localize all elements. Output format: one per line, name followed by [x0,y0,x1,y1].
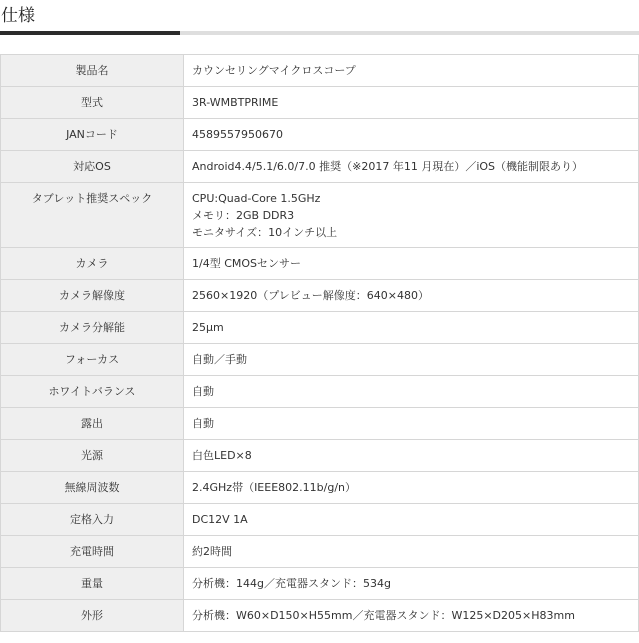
spec-label: カメラ分解能 [1,312,184,344]
spec-row-jan-code [1,119,639,151]
spec-value-line-cpu: CPU:Quad-Core 1.5GHz [192,191,321,205]
spec-value: DC12V 1A [184,504,639,536]
section-title: 仕様 [1,6,35,26]
spec-value: Android4.4/5.1/6.0/7.0 推奨（※2017 年11 月現在）／iOS（機能制限あり） [184,151,639,183]
spec-value: 自動 [184,408,639,440]
spec-label: 露出 [1,408,184,440]
spec-value: 分析機：W60×D150×H55mm／充電器スタンド：W125×D205×H83mm [184,600,639,632]
spec-row-model [1,87,639,119]
spec-value: 分析機：144g／充電器スタンド：534g [184,568,639,600]
spec-label: 充電時間 [1,536,184,568]
spec-label: 対応OS [1,151,184,183]
spec-value: 2560×1920（プレビュー解像度：640×480） [184,280,639,312]
spec-value: 2.4GHz帯（IEEE802.11b/g/n） [184,472,639,504]
spec-row-weight [1,568,639,600]
spec-row-camera-resolution [1,280,639,312]
spec-row-product-name [1,55,639,87]
spec-row-charging-time [1,536,639,568]
spec-row-wireless-frequency [1,472,639,504]
spec-value-line-memory: メモリ：2GB DDR3 [192,208,295,222]
spec-label: ホワイトバランス [1,376,184,408]
spec-label: 無線周波数 [1,472,184,504]
spec-row-exposure [1,408,639,440]
spec-label: カメラ [1,248,184,280]
title-underline-accent [0,31,180,35]
spec-row-white-balance [1,376,639,408]
spec-row-tablet-spec [1,183,639,248]
spec-value: 約2時間 [184,536,639,568]
spec-row-supported-os [1,151,639,183]
spec-row-dimensions [1,600,639,632]
spec-value-line-monitor: モニタサイズ：10インチ以上 [192,225,338,239]
spec-label: 重量 [1,568,184,600]
spec-label: カメラ解像度 [1,280,184,312]
spec-label: 外形 [1,600,184,632]
spec-label: 製品名 [1,55,184,87]
spec-value: 自動／手動 [184,344,639,376]
spec-value: 4589557950670 [184,119,639,151]
spec-label: 定格入力 [1,504,184,536]
spec-value: 25μm [184,312,639,344]
spec-row-camera [1,248,639,280]
spec-label: 光源 [1,440,184,472]
section-header [0,0,639,36]
spec-value: 自動 [184,376,639,408]
spec-row-rated-input [1,504,639,536]
spec-value: カウンセリングマイクロスコープ [184,55,639,87]
spec-value [184,183,639,248]
spec-row-camera-resolving-power [1,312,639,344]
spec-table [0,54,639,632]
spec-label: フォーカス [1,344,184,376]
spec-value: 白色LED×8 [184,440,639,472]
spec-value: 3R-WMBTPRIME [184,87,639,119]
spec-row-focus [1,344,639,376]
spec-label: 型式 [1,87,184,119]
spec-label: タブレット推奨スペック [1,183,184,248]
spec-value: 1/4型 CMOSセンサー [184,248,639,280]
spec-row-light-source [1,440,639,472]
spec-label: JANコード [1,119,184,151]
